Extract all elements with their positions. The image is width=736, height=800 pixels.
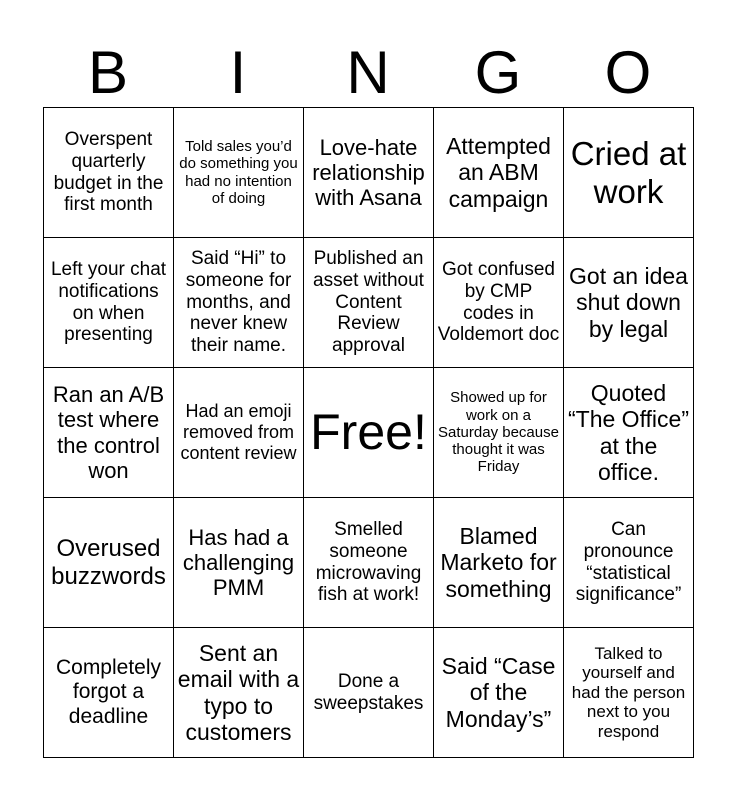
bingo-cell[interactable]: Said “Case of the Monday’s” xyxy=(434,628,564,758)
bingo-board xyxy=(43,107,694,758)
header-letter-b: B xyxy=(87,39,129,106)
header-letter-n: N xyxy=(346,39,390,106)
bingo-cell[interactable]: Got an idea shut down by legal xyxy=(564,238,694,368)
bingo-cell[interactable]: Attempted an ABM campaign xyxy=(434,108,564,238)
board-row xyxy=(44,628,694,758)
bingo-cell[interactable]: Love-hate relationship with Asana xyxy=(304,108,434,238)
header-letter-o: O xyxy=(604,39,652,106)
bingo-cell[interactable]: Sent an email with a typo to customers xyxy=(174,628,304,758)
bingo-cell[interactable]: Got confused by CMP codes in Voldemort doc xyxy=(434,238,564,368)
bingo-cell[interactable]: Blamed Marketo for something xyxy=(434,498,564,628)
bingo-cell[interactable]: Overspent quarterly budget in the first month xyxy=(44,108,174,238)
bingo-cell[interactable]: Published an asset without Content Review approval xyxy=(304,238,434,368)
board-row xyxy=(44,498,694,628)
bingo-cell[interactable]: Said “Hi” to someone for months, and never knew their name. xyxy=(174,238,304,368)
bingo-cell[interactable]: Has had a challenging PMM xyxy=(174,498,304,628)
board-row xyxy=(44,238,694,368)
bingo-cell[interactable]: Can pronounce “statistical significance” xyxy=(564,498,694,628)
bingo-cell[interactable]: Quoted “The Office” at the office. xyxy=(564,368,694,498)
header-letter-i: I xyxy=(229,39,247,106)
bingo-cell[interactable]: Cried at work xyxy=(564,108,694,238)
bingo-cell[interactable]: Smelled someone microwaving fish at work! xyxy=(304,498,434,628)
bingo-cell[interactable]: Showed up for work on a Saturday because thought it was Friday xyxy=(434,368,564,498)
bingo-cell[interactable]: Had an emoji removed from content review xyxy=(174,368,304,498)
bingo-cell[interactable]: Ran an A/B test where the control won xyxy=(44,368,174,498)
bingo-cell[interactable]: Left your chat notifications on when presenting xyxy=(44,238,174,368)
header-letter-g: G xyxy=(474,39,522,106)
free-space-cell[interactable]: Free! xyxy=(304,368,434,498)
bingo-header xyxy=(43,38,693,108)
bingo-cell[interactable]: Told sales you’d do something you had no intention of doing xyxy=(174,108,304,238)
bingo-cell[interactable]: Overused buzzwords xyxy=(44,498,174,628)
bingo-cell[interactable]: Talked to yourself and had the person next to you respond xyxy=(564,628,694,758)
bingo-cell[interactable]: Completely forgot a deadline xyxy=(44,628,174,758)
board-row xyxy=(44,108,694,238)
bingo-cell[interactable]: Done a sweepstakes xyxy=(304,628,434,758)
board-row xyxy=(44,368,694,498)
